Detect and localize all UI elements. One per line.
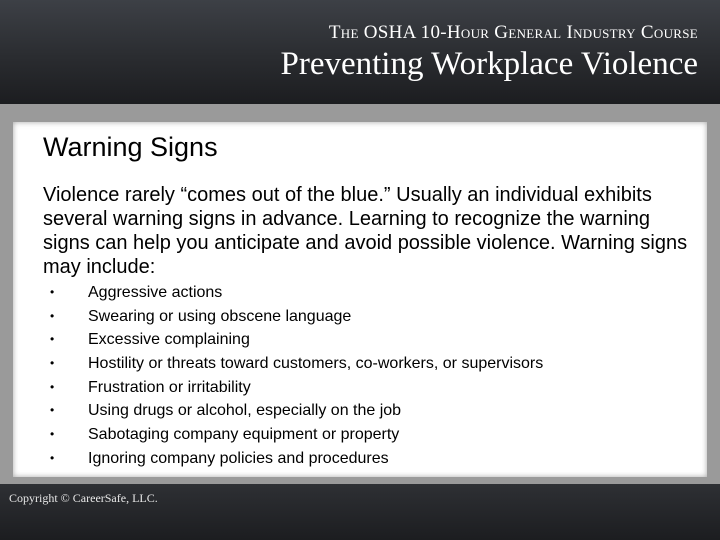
bullet-icon: • [50,450,55,465]
list-item [50,328,690,352]
list-item-text: Ignoring company policies and procedures [88,449,389,467]
list-item [50,352,690,376]
slide-heading: Warning Signs [43,132,218,162]
bullet-icon: • [50,403,55,418]
presentation-title: Preventing Workplace Violence [280,46,698,82]
list-item-text: Hostility or threats toward customers, co-workers, or supervisors [88,355,544,373]
list-item [50,447,690,471]
list-item-text: Swearing or using obscene language [88,307,352,325]
list-item-text: Aggressive actions [88,284,223,301]
list-item [50,281,690,305]
bullet-icon: • [50,332,55,347]
bullet-icon: • [50,308,55,323]
warning-signs-list [50,281,690,471]
list-item [50,399,690,423]
copyright-text: Copyright © CareerSafe, LLC. [9,491,158,505]
list-item [50,305,690,329]
list-item [50,423,690,447]
list-item-text: Excessive complaining [88,331,250,349]
bullet-icon: • [50,379,55,394]
list-item-text: Sabotaging company equipment or property [88,426,400,444]
list-item [50,376,690,400]
bullet-icon: • [50,427,55,442]
intro-paragraph: Violence rarely “comes out of the blue.” Usually an individual exhibits several warning signs in advance. Learning to recognize the warning signs can help you anticipate and avoid possible violence. Warning signs may include: [43,184,688,278]
bullet-icon: • [50,285,55,299]
list-item-text: Using drugs or alcohol, especially on the job [88,402,402,420]
list-item-text: Frustration or irritability [88,378,251,396]
course-title: The OSHA 10-Hour General Industry Course [328,22,698,43]
bullet-icon: • [50,356,55,371]
